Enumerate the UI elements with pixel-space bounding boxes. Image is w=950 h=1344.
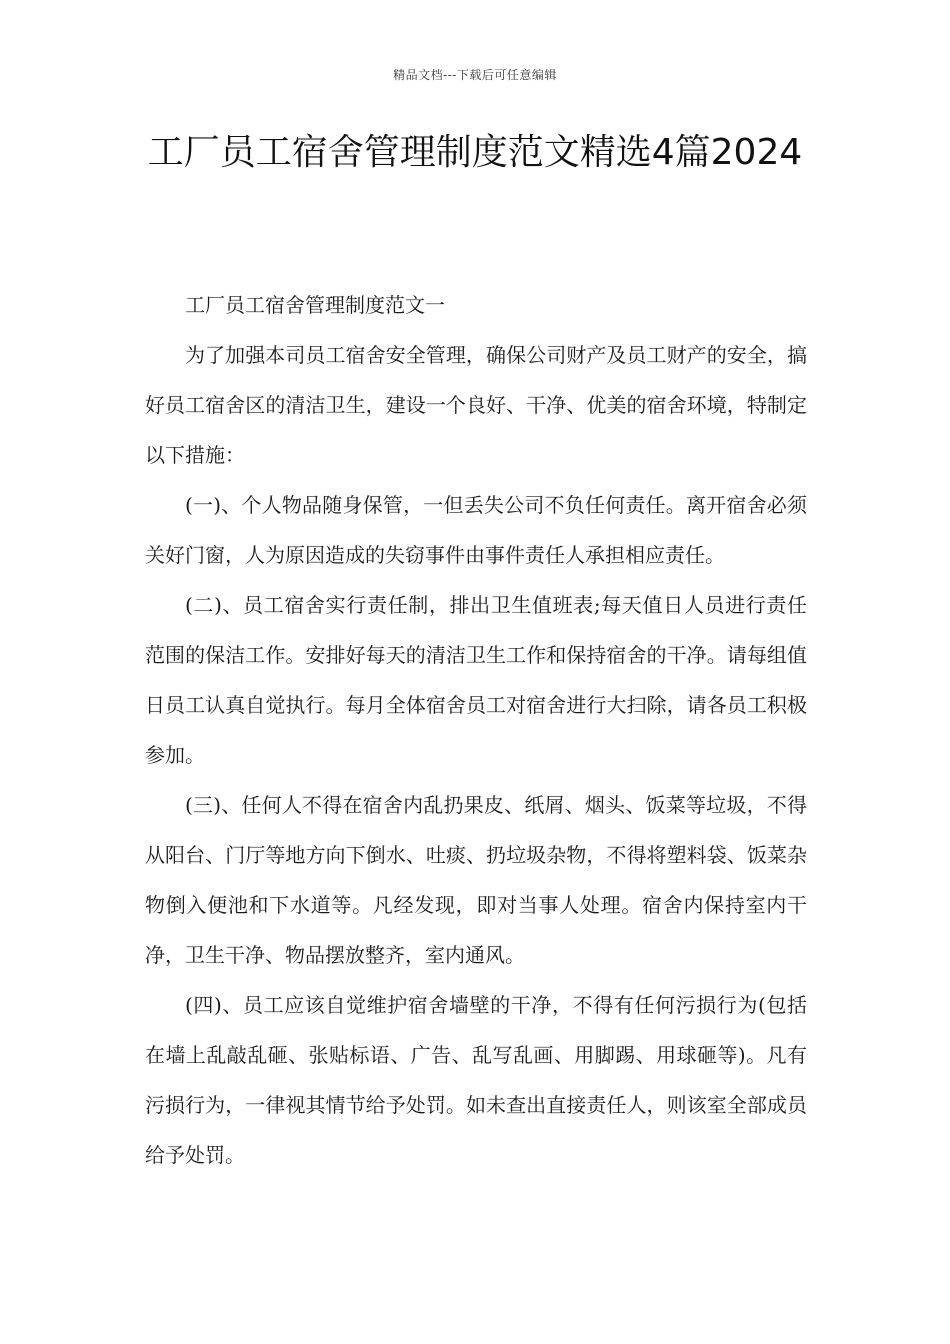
header-note: 精品文档---下载后可任意编辑 — [393, 68, 557, 82]
section-heading: 工厂员工宿舍管理制度范文一 — [185, 293, 445, 317]
rule-paragraph-4: (四)、员工应该自觉维护宿舍墙壁的干净，不得有任何污损行为(包括在墙上乱敲乱砸、张贴标语、广告、乱写乱画、用脚踢、用球砸等)。凡有污损行为，一律视其情节给予处罚。如未查出直接责任人，则该室全部成员给予处罚。 — [145, 993, 807, 1167]
rule-paragraph-1: (一)、个人物品随身保管，一但丢失公司不负任何责任。离开宿舍必须关好门窗，人为原因造成的失窃事件由事件责任人承担相应责任。 — [145, 493, 807, 567]
rule-paragraph-2: (二)、员工宿舍实行责任制，排出卫生值班表;每天值日人员进行责任范围的保洁工作。安排好每天的清洁卫生工作和保持宿舍的干净。请每组值日员工认真自觉执行。每月全体宿舍员工对宿舍进行大扫除，请各员工积极参加。 — [145, 593, 807, 767]
document-title: 工厂员工宿舍管理制度范文精选4篇2024 — [147, 132, 803, 173]
intro-paragraph: 为了加强本司员工宿舍安全管理，确保公司财产及员工财产的安全，搞好员工宿舍区的清洁卫生，建设一个良好、干净、优美的宿舍环境，特制定以下措施： — [145, 343, 807, 467]
rule-paragraph-3: (三)、任何人不得在宿舍内乱扔果皮、纸屑、烟头、饭菜等垃圾，不得从阳台、门厅等地方向下倒水、吐痰、扔垃圾杂物，不得将塑料袋、饭菜杂物倒入便池和下水道等。凡经发现，即对当事人处理。宿舍内保持室内干净，卫生干净、物品摆放整齐，室内通风。 — [145, 793, 807, 967]
document-body — [145, 280, 807, 1180]
